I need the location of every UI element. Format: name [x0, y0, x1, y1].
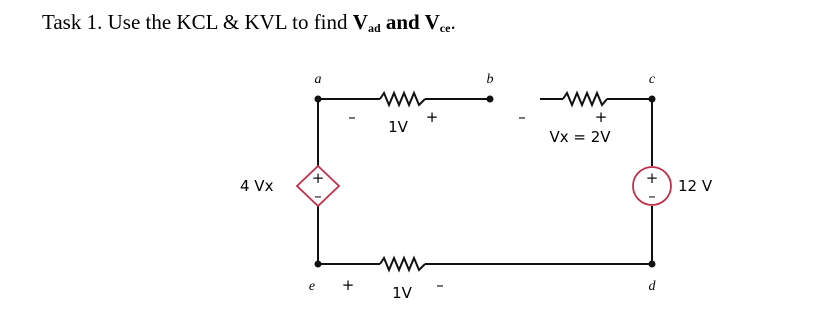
task-prefix: Task 1. Use the KCL & KVL to find [42, 10, 353, 34]
node-label-a: a [314, 72, 322, 87]
dep-source-plus: + [311, 169, 325, 187]
node-label-b: b [486, 72, 494, 87]
node-label-e: e [308, 279, 316, 294]
resistor-ab-label: 1V [388, 118, 408, 136]
resistor-ed [380, 258, 425, 270]
v-ce-symbol: $V_{ce}$ [424, 10, 451, 35]
resistor-ab-plus: + [425, 108, 439, 126]
resistor-bc-minus: – [518, 108, 526, 126]
ind-source-plus: + [645, 169, 659, 187]
resistor-bc-plus: + [594, 108, 608, 126]
resistor-bc-label: Vx = 2V [549, 128, 611, 146]
task-and: and [380, 10, 425, 34]
resistor-ed-label: 1V [392, 284, 412, 302]
node-label-d: d [648, 279, 656, 294]
resistor-bc [563, 93, 607, 105]
task-period: . [450, 10, 456, 34]
node-label-c: c [648, 72, 656, 87]
resistor-ed-plus: + [341, 276, 355, 294]
dep-source-minus: – [314, 187, 322, 205]
dependent-source-label: 4 Vx [240, 177, 274, 195]
resistor-ab [380, 93, 425, 105]
resistor-ab-minus: – [348, 108, 356, 126]
v-ad-symbol: $V_{ad}$ [352, 10, 381, 35]
independent-source-label: 12 V [678, 177, 713, 195]
ind-source-minus: – [648, 187, 656, 205]
resistor-ed-minus: – [436, 276, 444, 294]
